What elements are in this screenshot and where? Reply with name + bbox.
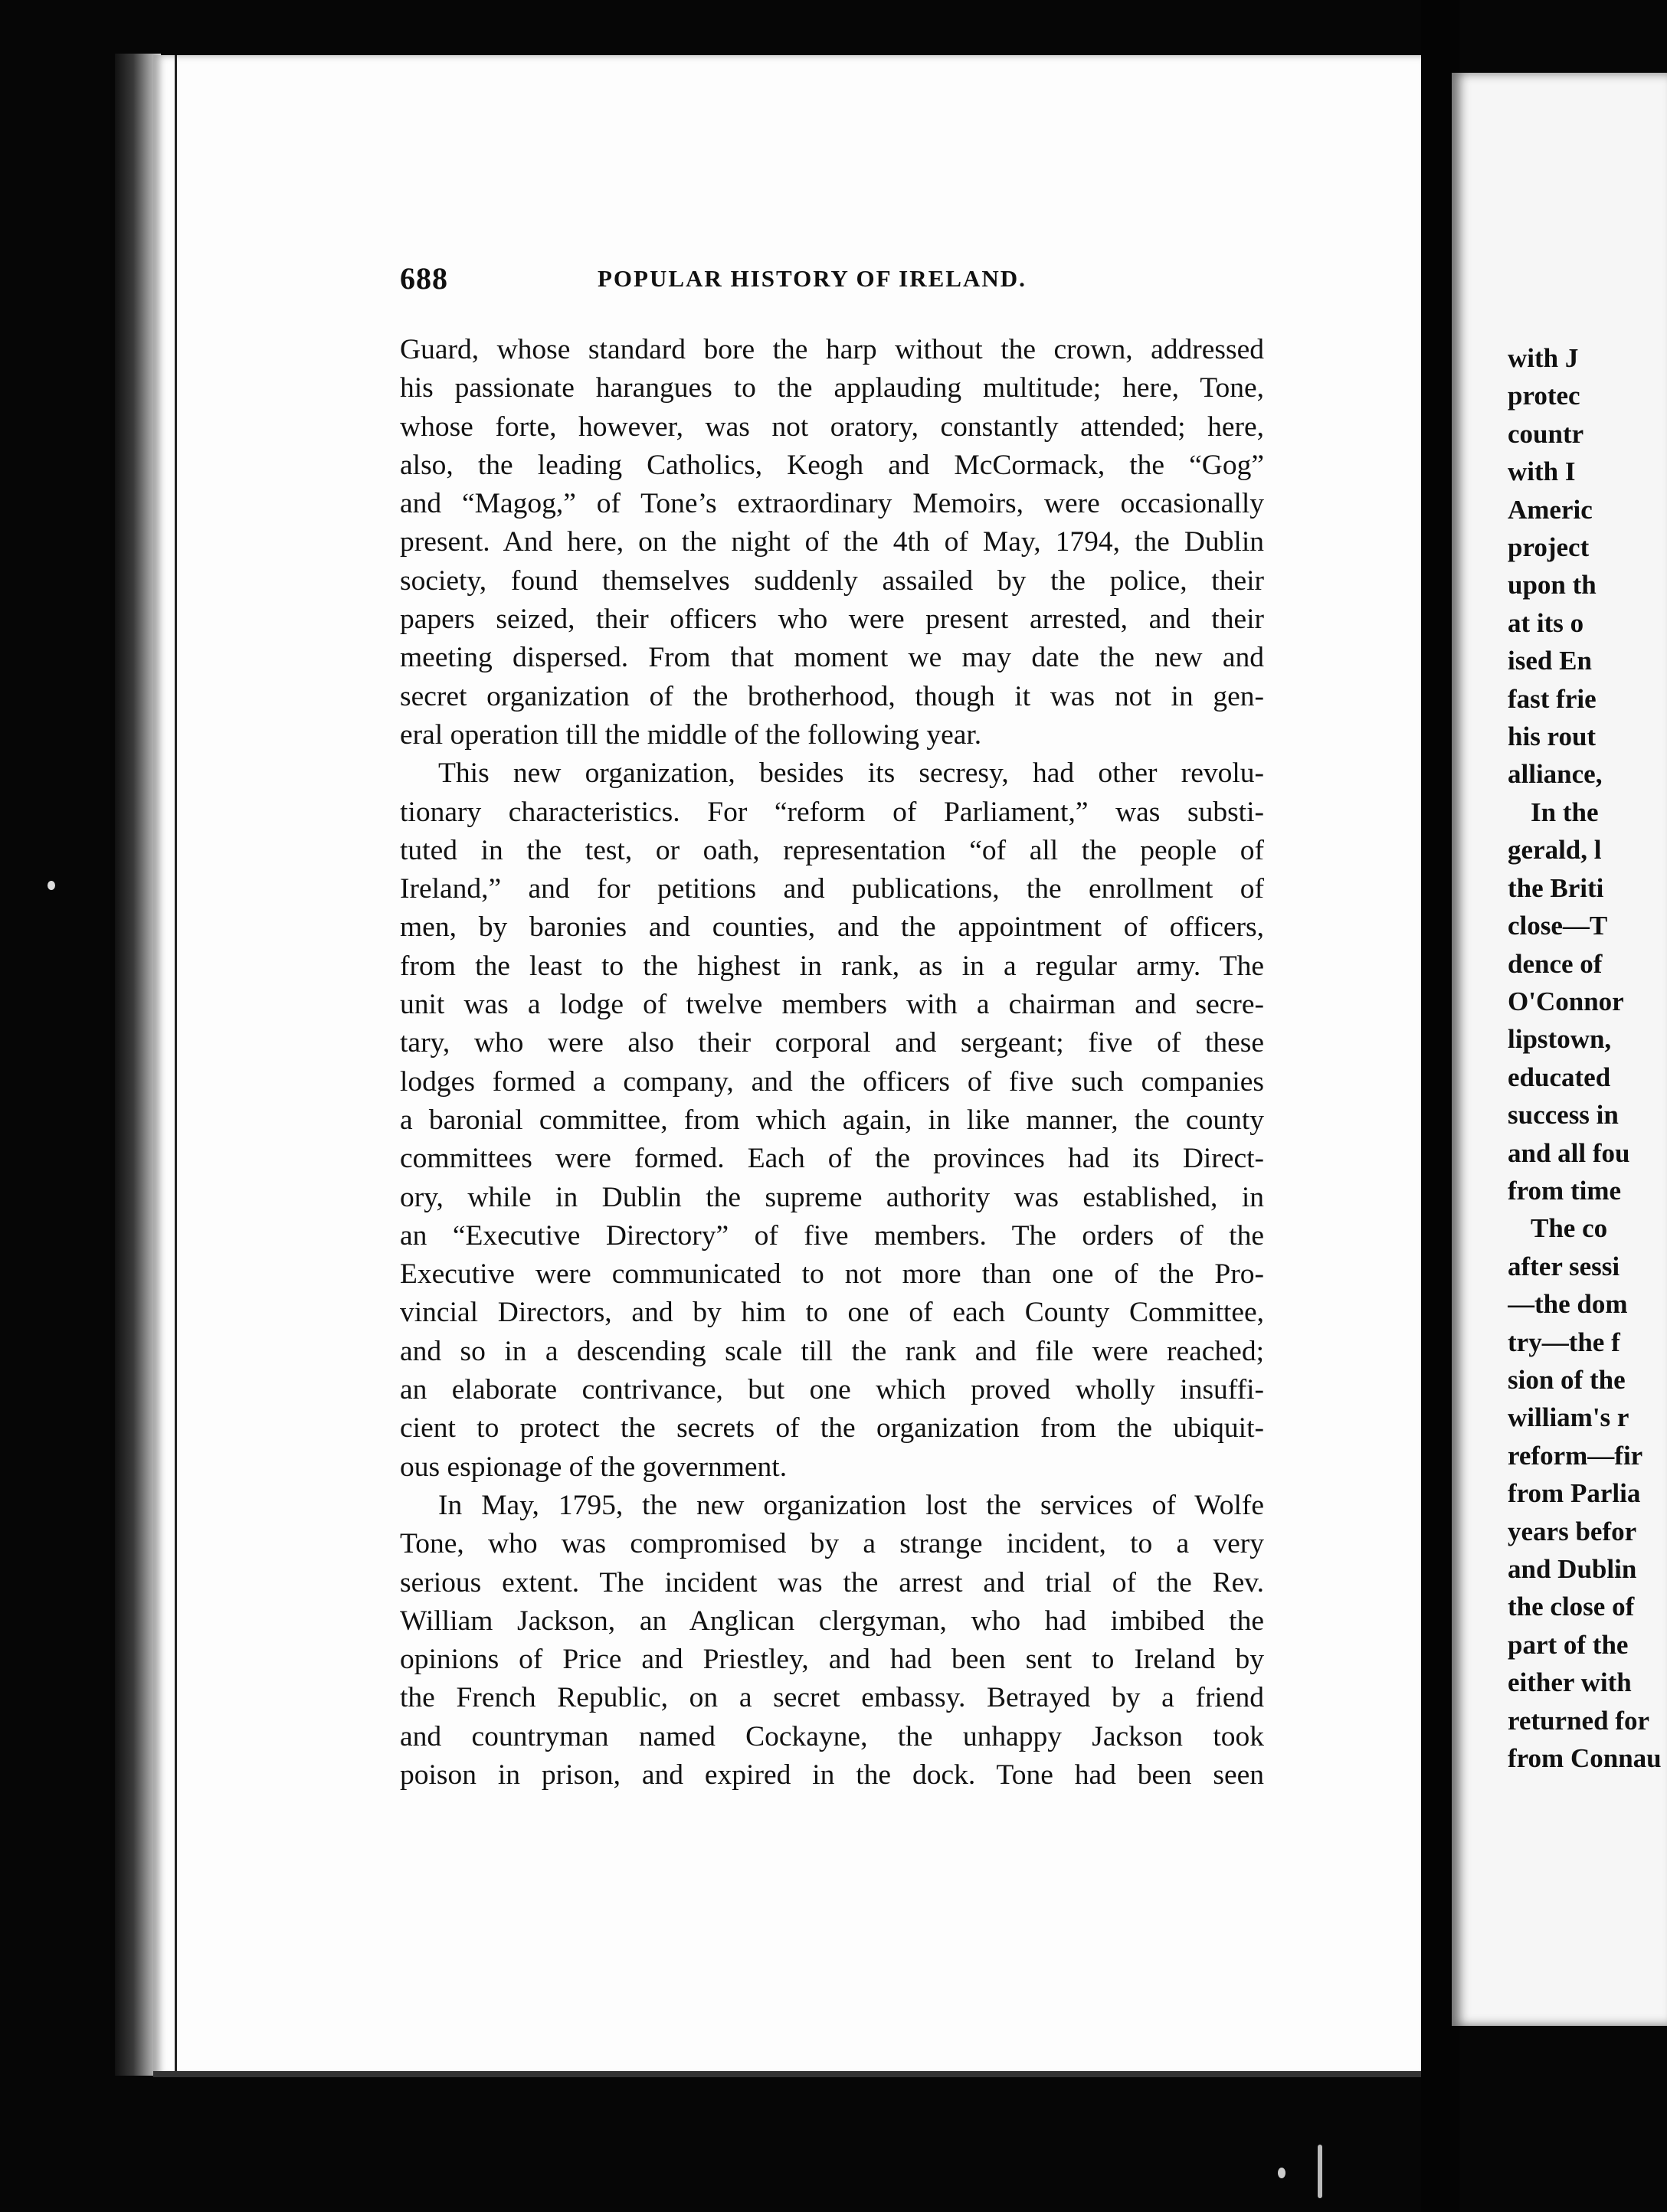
facing-line: william's r [1508, 1402, 1629, 1433]
facing-line: and Dublin [1508, 1554, 1637, 1584]
facing-line: from time [1508, 1175, 1622, 1206]
facing-line: In the [1531, 797, 1599, 827]
text-line: poison in prison, and expired in the dock. Tone had been seen [400, 1759, 1264, 1791]
text-line: serious extent. The incident was the arrest and trial of the Rev. [400, 1566, 1264, 1598]
facing-line: and all fou [1508, 1137, 1630, 1168]
paragraph-start-line: In May, 1795, the new organization lost the services of Wolfe [438, 1489, 1264, 1521]
facing-line: sion of the [1508, 1364, 1626, 1395]
text-line: Guard, whose standard bore the harp without the crown, addressed [400, 334, 1264, 365]
facing-line: protec [1508, 381, 1580, 411]
text-line: and so in a descending scale till the rank and file were reached; [400, 1335, 1264, 1367]
text-line: ous espionage of the government. [400, 1451, 788, 1483]
page-header [400, 260, 1266, 306]
text-line: secret organization of the brotherhood, though it was not in gen- [400, 680, 1264, 712]
text-line: whose forte, however, was not oratory, constantly attended; here, [400, 411, 1264, 443]
facing-line: project [1508, 532, 1590, 563]
text-line: lodges formed a company, and the officers of five such companies [400, 1065, 1264, 1098]
text-line: William Jackson, an Anglican clergyman, who had imbibed the [400, 1605, 1264, 1637]
facing-line: upon th [1508, 570, 1597, 600]
facing-line: success in [1508, 1100, 1619, 1131]
text-line: and “Magog,” of Tone’s extraordinary Memoirs, were occasionally [400, 488, 1264, 520]
text-line: cient to protect the secrets of the organization from the ubiquit- [400, 1412, 1264, 1445]
text-line: an “Executive Directory” of five members. The orders of the [400, 1219, 1264, 1252]
text-line: a baronial committee, from which again, in like manner, the county [400, 1104, 1264, 1136]
text-line: tary, who were also their corporal and sergeant; five of these [400, 1027, 1264, 1059]
text-line: and countryman named Cockayne, the unhappy Jackson took [400, 1720, 1264, 1752]
facing-line: the close of [1508, 1592, 1635, 1622]
text-line: eral operation till the middle of the following year. [400, 718, 982, 751]
facing-line: part of the [1508, 1629, 1629, 1660]
facing-line: try—the f [1508, 1327, 1620, 1357]
facing-line: returned for [1508, 1705, 1649, 1736]
facing-line: from Connau [1508, 1743, 1662, 1774]
facing-line: countr [1508, 418, 1584, 449]
page-edge-line [175, 55, 177, 2077]
text-line: vincial Directors, and by him to one of each County Committee, [400, 1297, 1264, 1329]
facing-line: educated [1508, 1062, 1611, 1092]
text-line: an elaborate contrivance, but one which proved wholly insuffi- [400, 1374, 1264, 1406]
facing-line: Americ [1508, 494, 1593, 525]
facing-line: lipstown, [1508, 1024, 1612, 1055]
text-line: ory, while in Dublin the supreme authority was established, in [400, 1181, 1264, 1213]
facing-line: close—T [1508, 911, 1608, 941]
facing-line: ised En [1508, 646, 1592, 676]
facing-line: dence of [1508, 948, 1603, 979]
text-line: the French Republic, on a secret embassy. Betrayed by a friend [400, 1682, 1264, 1714]
text-line: society, found themselves suddenly assailed by the police, their [400, 564, 1264, 597]
facing-line: the Briti [1508, 872, 1604, 903]
facing-line: The co [1531, 1213, 1608, 1244]
paragraph-start-line: This new organization, besides its secresy, had other revolu- [438, 758, 1264, 790]
text-line: unit was a lodge of twelve members with a chairman and secre- [400, 989, 1264, 1021]
facing-line: at its o [1508, 607, 1584, 638]
text-line: tuted in the test, or oath, representation “of all the people of [400, 834, 1264, 866]
facing-line: fast frie [1508, 683, 1597, 714]
facing-line: O'Connor [1508, 986, 1624, 1016]
text-line: men, by baronies and counties, and the appointment of officers, [400, 911, 1264, 944]
text-line: also, the leading Catholics, Keogh and McCormack, the “Gog” [400, 449, 1264, 481]
facing-line: either with [1508, 1667, 1632, 1698]
scan-speck [47, 881, 55, 890]
body-text [400, 331, 1264, 1795]
text-line: meeting dispersed. From that moment we may date the new and [400, 642, 1264, 674]
facing-line: with I [1508, 456, 1576, 487]
text-line: Tone, who was compromised by a strange incident, to a very [400, 1528, 1264, 1560]
facing-line: —the dom [1508, 1289, 1628, 1320]
text-line: tionary characteristics. For “reform of Parliament,” was substi- [400, 796, 1264, 828]
text-line: committees were formed. Each of the provinces had its Direct- [400, 1143, 1264, 1175]
scan-speck [1278, 2168, 1285, 2178]
text-line: his passionate harangues to the applauding multitude; here, Tone, [400, 372, 1264, 404]
facing-page-text [1508, 339, 1667, 1777]
facing-line: gerald, l [1508, 835, 1602, 865]
facing-line: from Parlia [1508, 1478, 1641, 1509]
scan-speck [1318, 2145, 1322, 2198]
text-line: opinions of Price and Priestley, and had been sent to Ireland by [400, 1644, 1264, 1676]
text-line: present. And here, on the night of the 4th of May, 1794, the Dublin [400, 526, 1264, 558]
text-line: Executive were communicated to not more than one of the Pro- [400, 1258, 1264, 1291]
facing-line: years befor [1508, 1516, 1637, 1546]
page-number: 688 [400, 261, 448, 296]
facing-line: reform—fir [1508, 1440, 1643, 1471]
text-line: papers seized, their officers who were present arrested, and their [400, 604, 1264, 636]
text-line: from the least to the highest in rank, as in a regular army. The [400, 950, 1264, 982]
running-head: POPULAR HISTORY OF IRELAND. [598, 265, 1027, 292]
facing-line: alliance, [1508, 759, 1603, 790]
facing-line: with J [1508, 343, 1579, 373]
text-line: Ireland,” and for petitions and publications, the enrollment of [400, 873, 1264, 905]
page-bottom-edge [153, 2071, 1421, 2077]
facing-line: his rout [1508, 722, 1597, 752]
facing-line: after sessi [1508, 1251, 1620, 1281]
